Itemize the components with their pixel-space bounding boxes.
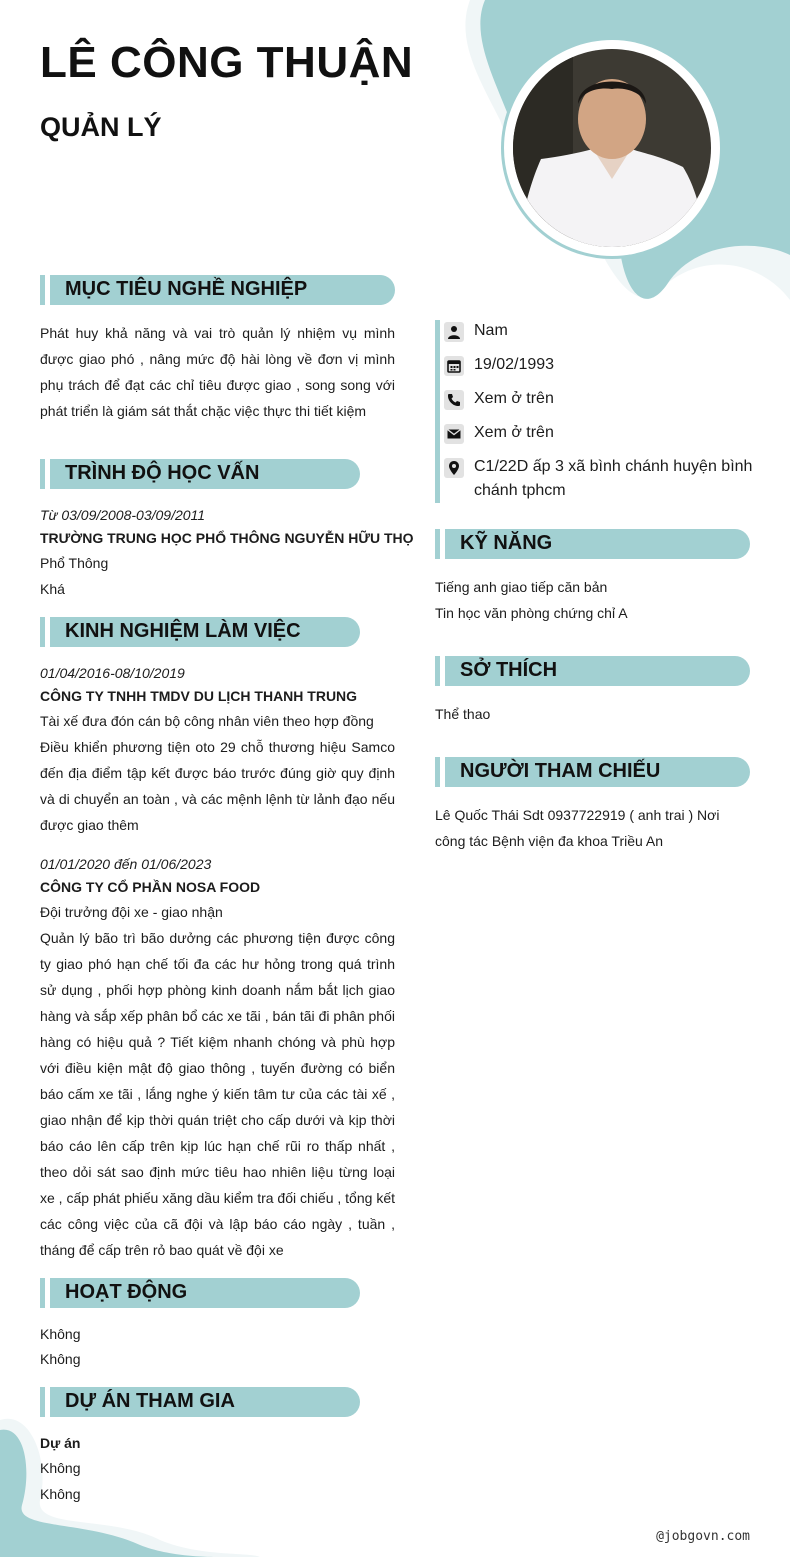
activity-item: Không: [40, 1326, 81, 1342]
candidate-name: LÊ CÔNG THUẬN: [40, 38, 414, 87]
section-accent-bar: [435, 757, 440, 787]
candidate-role: QUẢN LÝ: [40, 112, 162, 142]
job-period: 01/01/2020 đến 01/06/2023: [40, 856, 212, 872]
skill-item: Tin học văn phòng chứng chỉ A: [435, 605, 628, 621]
activity-item: Không: [40, 1351, 81, 1367]
section-projects: [40, 1387, 360, 1417]
section-title: NGƯỜI THAM CHIẾU: [460, 760, 661, 782]
profile-photo: [513, 49, 711, 247]
section-accent-bar: [40, 1278, 45, 1308]
job-description: Điều khiển phương tiện oto 29 chỗ thương hiệu Samco đến địa điểm tập kết được báo trước đúng giờ quy định và di chuyển an toàn , và các mệnh lệnh từ lảnh đạo nếu được giao thêm: [40, 739, 395, 833]
section-activities: [40, 1278, 360, 1308]
section-title: KỸ NĂNG: [460, 532, 553, 554]
education-school: TRƯỜNG TRUNG HỌC PHỔ THÔNG NGUYỄN HỮU THỌ: [40, 530, 414, 546]
job-period: 01/04/2016-08/10/2019: [40, 665, 185, 681]
section-title: HOẠT ĐỘNG: [65, 1281, 188, 1303]
section-accent-bar: [435, 529, 440, 559]
reference-text: Lê Quốc Thái Sdt 0937722919 ( anh trai ) Nơi công tác Bệnh viện đa khoa Triều An: [435, 807, 720, 849]
contact-birthday: 19/02/1993: [474, 356, 555, 373]
email-icon: [444, 424, 464, 444]
location-pin-icon: [444, 458, 464, 478]
education-grade: Khá: [40, 581, 65, 597]
contact-accent-bar: [435, 320, 440, 503]
job-company: CÔNG TY CỔ PHẦN NOSA FOOD: [40, 879, 261, 895]
section-title: KINH NGHIỆM LÀM VIỆC: [65, 620, 301, 642]
job-description: Quản lý bão trì bão dưởng các phương tiện được công ty giao phó hạn chế tối đa các hư hỏng trong quá trình sử dụng , phối hợp phòng kinh doanh nắm bắt lịch giao hàng và sắp xếp phân bổ các xe tãi , bán tãi đi phân phối hàng có hiệu quả ? Tiết kiệm nhanh chóng và phù hợp với điều kiện mật độ giao thông , tuyến đường có biển báo cấm xe tãi , lắng nghe ý kiến tâm tư của các tài xế , giao nhận để kịp thời quán triệt cho cấp dưới và kịp thời báo cáo lên cấp trên kịp lúc hạn chế rũi ro thấp nhất , theo dỏi sát sao định mức tiêu hao nhiên liệu từng loại xe , cấp phát phiếu xăng dầu kiểm tra đối chiếu , tổng kết các công việc của cã đội và lập báo cáo ngày , tuần , tháng để cấp trên rỏ bao quát về đội xe: [40, 930, 395, 1258]
education-level: Phổ Thông: [40, 555, 109, 571]
section-experience: [40, 617, 360, 647]
profile-photo-frame: [501, 37, 723, 259]
section-accent-bar: [40, 1387, 45, 1417]
contact-gender: Nam: [474, 322, 508, 339]
section-skills: [435, 529, 750, 559]
person-icon: [444, 322, 464, 342]
section-title: TRÌNH ĐỘ HỌC VẤN: [65, 462, 260, 484]
section-education: [40, 459, 360, 489]
project-label: Dự án: [40, 1435, 81, 1451]
objective-text: Phát huy khả năng và vai trò quản lý nhiệm vụ mình được giao phó , nâng mức độ hài lòng về đơn vị mình phụ trách để đạt các chỉ tiêu được giao , song song với phát triển là giám sát thắt chặc việc thực thi tiết kiệm: [40, 325, 395, 419]
section-objective: [40, 275, 395, 305]
address-line: chánh tphcm: [474, 482, 566, 499]
project-item: Không: [40, 1486, 81, 1502]
section-title: MỤC TIÊU NGHỀ NGHIỆP: [65, 278, 308, 300]
section-hobbies: [435, 656, 750, 686]
hobby-item: Thể thao: [435, 706, 491, 722]
job-position: Đội trưởng đội xe - giao nhận: [40, 904, 223, 920]
contact-email: Xem ở trên: [474, 424, 554, 441]
calendar-icon: [444, 356, 464, 376]
footer-watermark: @jobgovn.com: [656, 1529, 750, 1544]
section-references: [435, 757, 750, 787]
job-position: Tài xế đưa đón cán bộ công nhân viên theo hợp đồng: [40, 713, 374, 729]
section-title: SỞ THÍCH: [460, 659, 558, 681]
section-accent-bar: [40, 617, 45, 647]
project-item: Không: [40, 1460, 81, 1476]
section-accent-bar: [40, 275, 45, 305]
skill-item: Tiếng anh giao tiếp căn bản: [435, 579, 608, 595]
contact-address: [474, 455, 764, 503]
phone-icon: [444, 390, 464, 410]
education-period: Từ 03/09/2008-03/09/2011: [40, 507, 206, 523]
section-accent-bar: [435, 656, 440, 686]
contact-phone: Xem ở trên: [474, 390, 554, 407]
section-accent-bar: [40, 459, 45, 489]
section-title: DỰ ÁN THAM GIA: [65, 1390, 235, 1412]
job-company: CÔNG TY TNHH TMDV DU LỊCH THANH TRUNG: [40, 688, 358, 704]
address-line: C1/22D ấp 3 xã bình chánh huyện bình: [474, 458, 753, 475]
